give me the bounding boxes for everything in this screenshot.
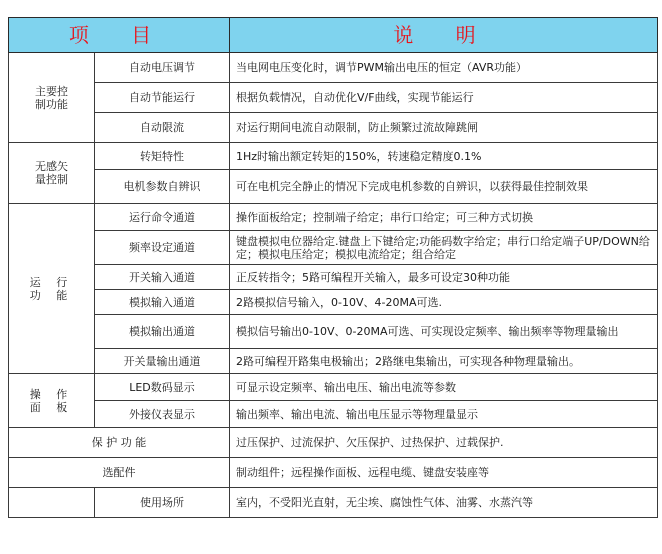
header-description: 说 明	[230, 18, 658, 53]
item-description: 1Hz时输出额定转矩的150%，转速稳定精度0.1%	[230, 143, 658, 170]
table-row	[9, 349, 658, 374]
item-description: 2路模拟信号输入，0-10V、4-20MA可选.	[230, 290, 658, 315]
item-label: 使用场所	[95, 488, 230, 518]
item-description: 制动组件；远程操作面板、远程电缆、键盘安装座等	[230, 458, 658, 488]
table-row	[9, 374, 658, 401]
table-row	[9, 401, 658, 428]
table-row	[9, 170, 658, 204]
table-row	[9, 113, 658, 143]
spec-table	[8, 17, 658, 518]
item-label: 开关输入通道	[95, 265, 230, 290]
category-blank	[9, 488, 95, 518]
table-row	[9, 53, 658, 83]
item-description: 2路可编程开路集电极输出；2路继电集输出，可实现各种物理量输出。	[230, 349, 658, 374]
item-description: 可显示设定频率、输出电压、输出电流等参数	[230, 374, 658, 401]
table-row	[9, 143, 658, 170]
item-label: 自动限流	[95, 113, 230, 143]
table-row	[9, 83, 658, 113]
category-protection: 保 护 功 能	[9, 428, 230, 458]
table-row	[9, 290, 658, 315]
item-label: 模拟输入通道	[95, 290, 230, 315]
category-run-function: 运 行 功 能	[9, 204, 95, 374]
item-label: 模拟输出通道	[95, 315, 230, 349]
item-description: 室内，不受阳光直射，无尘埃、腐蚀性气体、油雾、水蒸汽等	[230, 488, 658, 518]
header-row	[9, 18, 658, 53]
item-description: 对运行期间电流自动限制，防止频繁过流故障跳闸	[230, 113, 658, 143]
header-item: 项 目	[9, 18, 230, 53]
item-description: 输出频率、输出电流、输出电压显示等物理量显示	[230, 401, 658, 428]
category-operation-panel: 操 作 面 板	[9, 374, 95, 428]
item-label: 运行命令通道	[95, 204, 230, 231]
item-description: 当电网电压变化时，调节PWM输出电压的恒定（AVR功能）	[230, 53, 658, 83]
table-row	[9, 231, 658, 265]
table-row	[9, 265, 658, 290]
item-label: 转矩特性	[95, 143, 230, 170]
table-row	[9, 458, 658, 488]
category-options: 选配件	[9, 458, 230, 488]
item-label: 外接仪表显示	[95, 401, 230, 428]
item-label: 自动电压调节	[95, 53, 230, 83]
item-label: LED数码显示	[95, 374, 230, 401]
table-row	[9, 488, 658, 518]
item-description: 正反转指令；5路可编程开关输入，最多可设定30种功能	[230, 265, 658, 290]
item-description: 过压保护、过流保护、欠压保护、过热保护、过载保护.	[230, 428, 658, 458]
item-description: 根据负载情况，自动优化V/F曲线，实现节能运行	[230, 83, 658, 113]
category-vector-control: 无感矢 量控制	[9, 143, 95, 204]
category-main-control: 主要控 制功能	[9, 53, 95, 143]
item-label: 自动节能运行	[95, 83, 230, 113]
item-description: 模拟信号输出0-10V、0-20MA可选、可实现设定频率、输出频率等物理量输出	[230, 315, 658, 349]
table-row	[9, 204, 658, 231]
item-description: 可在电机完全静止的情况下完成电机参数的自辨识，以获得最佳控制效果	[230, 170, 658, 204]
item-label: 开关量输出通道	[95, 349, 230, 374]
item-description: 键盘模拟电位器给定.键盘上下键给定;功能码数字给定；串行口给定端子UP/DOWN给定；模拟电压给定；模拟电流给定；组合给定	[230, 231, 658, 265]
table-row	[9, 315, 658, 349]
table-row	[9, 428, 658, 458]
item-label: 电机参数自辨识	[95, 170, 230, 204]
item-description: 操作面板给定；控制端子给定；串行口给定；可三种方式切换	[230, 204, 658, 231]
item-label: 频率设定通道	[95, 231, 230, 265]
